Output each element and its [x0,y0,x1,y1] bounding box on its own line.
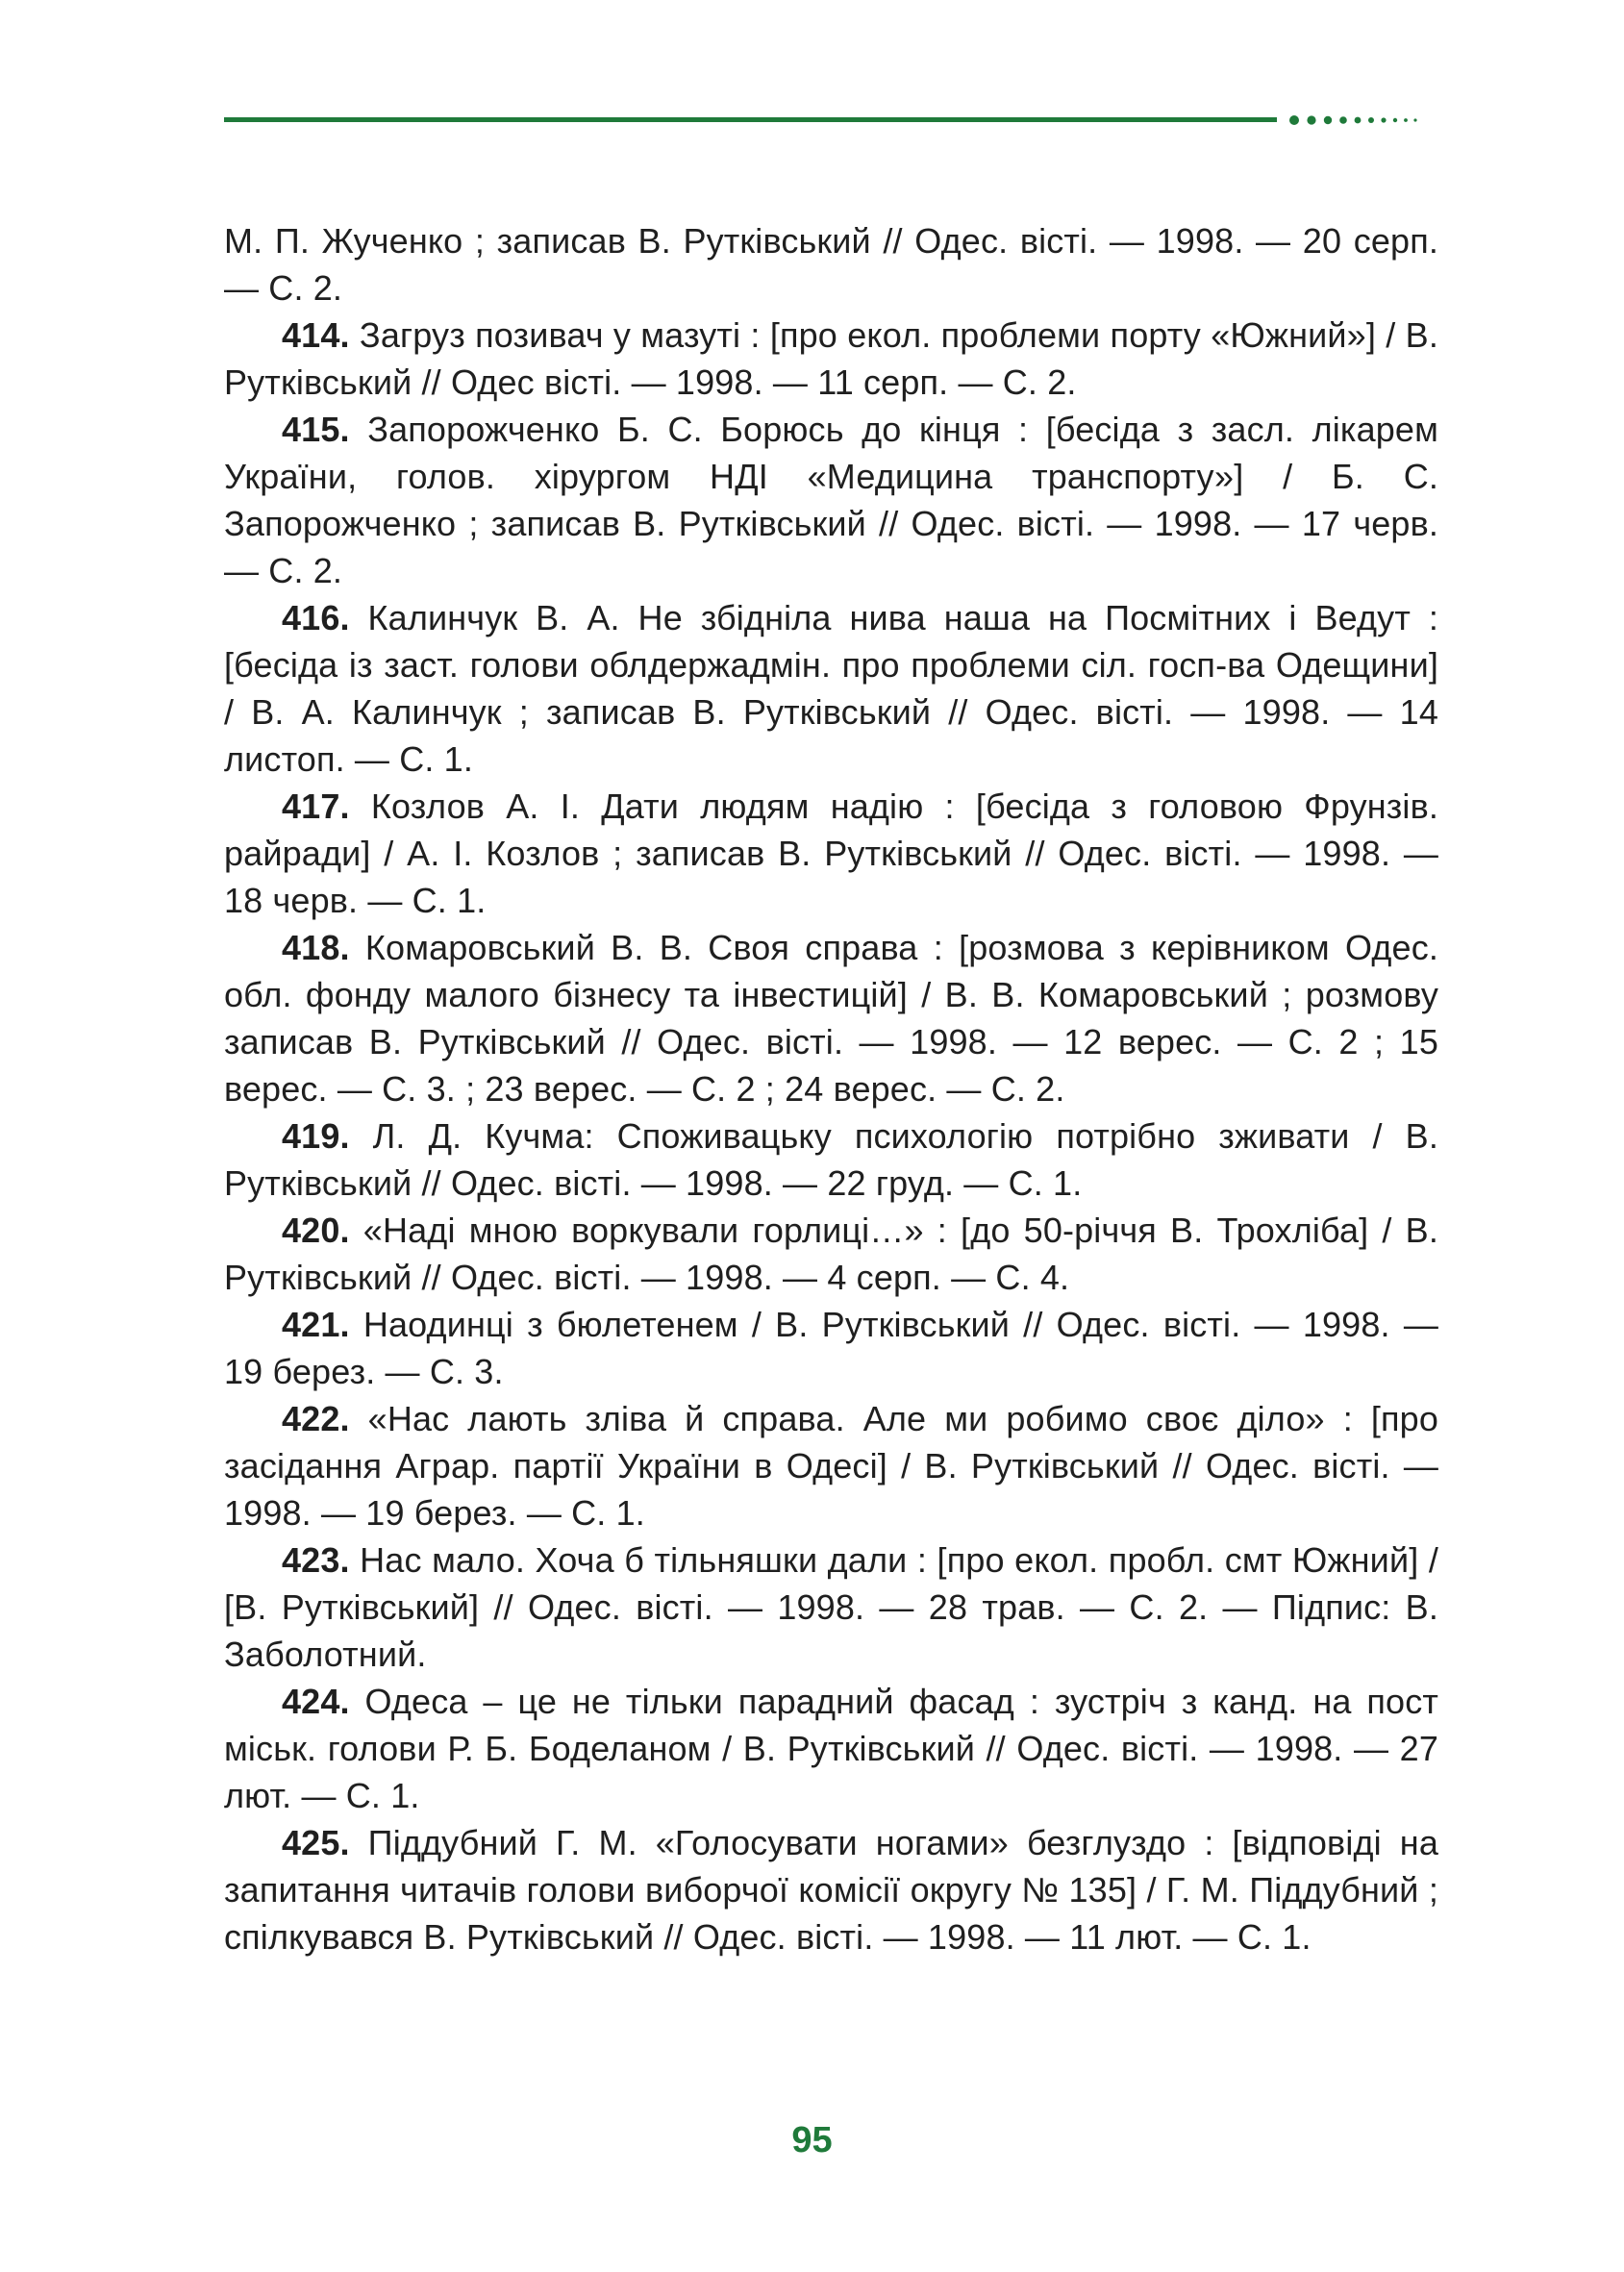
entry-number: 419. [282,1116,350,1156]
bibliography-entry [224,1112,1438,1207]
page-number: 95 [791,2120,833,2160]
entry-number: 421. [282,1305,350,1344]
entry-text: Комаровський В. В. Своя справа : [розмова з керівником Одес. обл. фонду малого бізнесу та інвестицій] / В. В. Комаровський ; розмову записав В. Рутківський // Одес. вісті. — 1998. — 12 верес. — С. 2 ; 15 верес. — С. 3. ; 23 верес. — С. 2 ; 24 верес. — С. 2. [224,928,1438,1109]
header-rule [224,117,1277,122]
entry-number: 424. [282,1682,350,1721]
bibliography-entry [224,312,1438,406]
entry-text: «Нас лають зліва й справа. Але ми робимо своє діло» : [про засідання Аграр. партії України в Одесі] / В. Рутківський // Одес. вісті. — 1998. — 19 берез. — С. 1. [224,1399,1438,1533]
entry-text: Козлов А. І. Дати людям надію : [бесіда з головою Фрунзів. райради] / А. І. Козлов ; записав В. Рутківський // Одес. вісті. — 1998. — 18 черв. — С. 1. [224,786,1438,920]
entry-number: 423. [282,1540,350,1580]
bibliography-entry [224,1678,1438,1819]
entry-text: М. П. Жученко ; записав В. Рутківський // Одес. вісті. — 1998. — 20 серп. — С. 2. [224,221,1438,308]
bibliography-entry [224,1819,1438,1960]
entry-number: 422. [282,1399,350,1438]
entry-text: Загруз позивач у мазуті : [про екол. проблеми порту «Южний»] / В. Рутківський // Одес вісті. — 1998. — 11 серп. — С. 2. [224,315,1438,402]
entry-text: Калинчук В. А. Не збідніла нива наша на Посмітних і Ведут : [бесіда із заст. голови облдержадмін. про проблеми сіл. госп-ва Одещини] / В. А. Калинчук ; записав В. Рутківський // Одес. вісті. — 1998. — 14 листоп. — С. 1. [224,598,1438,779]
bibliography-entry [224,924,1438,1112]
bibliography-entry [224,1207,1438,1301]
bibliography-entry [224,1301,1438,1395]
entry-number: 414. [282,315,350,355]
bibliography-entry-continuation [224,217,1438,312]
header-dots-ornament [1288,112,1442,129]
bibliography-entry [224,783,1438,924]
bibliography-entry [224,1395,1438,1536]
entry-text: Запорожченко Б. С. Борюсь до кінця : [бесіда з засл. лікарем України, голов. хірургом НДІ «Медицина транспорту»] / Б. С. Запорожченко ; записав В. Рутківський // Одес. вісті. — 1998. — 17 черв. — С. 2. [224,410,1438,590]
entry-text: Нас мало. Хоча б тільняшки дали : [про екол. пробл. смт Южний] / [В. Рутківський] // Одес. вісті. — 1998. — 28 трав. — С. 2. — Підпис: В. Заболотний. [224,1540,1438,1674]
entry-text: «Наді мною воркували горлиці…» : [до 50-річчя В. Трохліба] / В. Рутківський // Одес. вісті. — 1998. — 4 серп. — С. 4. [224,1211,1438,1297]
entry-number: 418. [282,928,350,967]
bibliography-entry [224,1536,1438,1678]
bibliography-entry [224,406,1438,594]
entry-number: 425. [282,1823,350,1862]
entry-number: 420. [282,1211,350,1250]
entry-text: Наодинці з бюлетенем / В. Рутківський // Одес. вісті. — 1998. — 19 берез. — С. 3. [224,1305,1438,1391]
entry-number: 415. [282,410,350,449]
bibliography-entry [224,594,1438,783]
entry-text: Л. Д. Кучма: Споживацьку психологію потрібно зживати / В. Рутківський // Одес. вісті. — 1998. — 22 груд. — С. 1. [224,1116,1438,1203]
entry-text: Піддубний Г. М. «Голосувати ногами» безглуздо : [відповіді на запитання читачів голови виборчої комісії округу № 135] / Г. М. Піддубний ; спілкувався В. Рутківський // Одес. вісті. — 1998. — 11 лют. — С. 1. [224,1823,1438,1957]
entry-number: 417. [282,786,350,826]
entry-text: Одеса – це не тільки парадний фасад : зустріч з канд. на пост міськ. голови Р. Б. Боделаном / В. Рутківський // Одес. вісті. — 1998. — 27 лют. — С. 1. [224,1682,1438,1815]
entry-number: 416. [282,598,350,637]
bibliography-list [224,217,1438,1960]
